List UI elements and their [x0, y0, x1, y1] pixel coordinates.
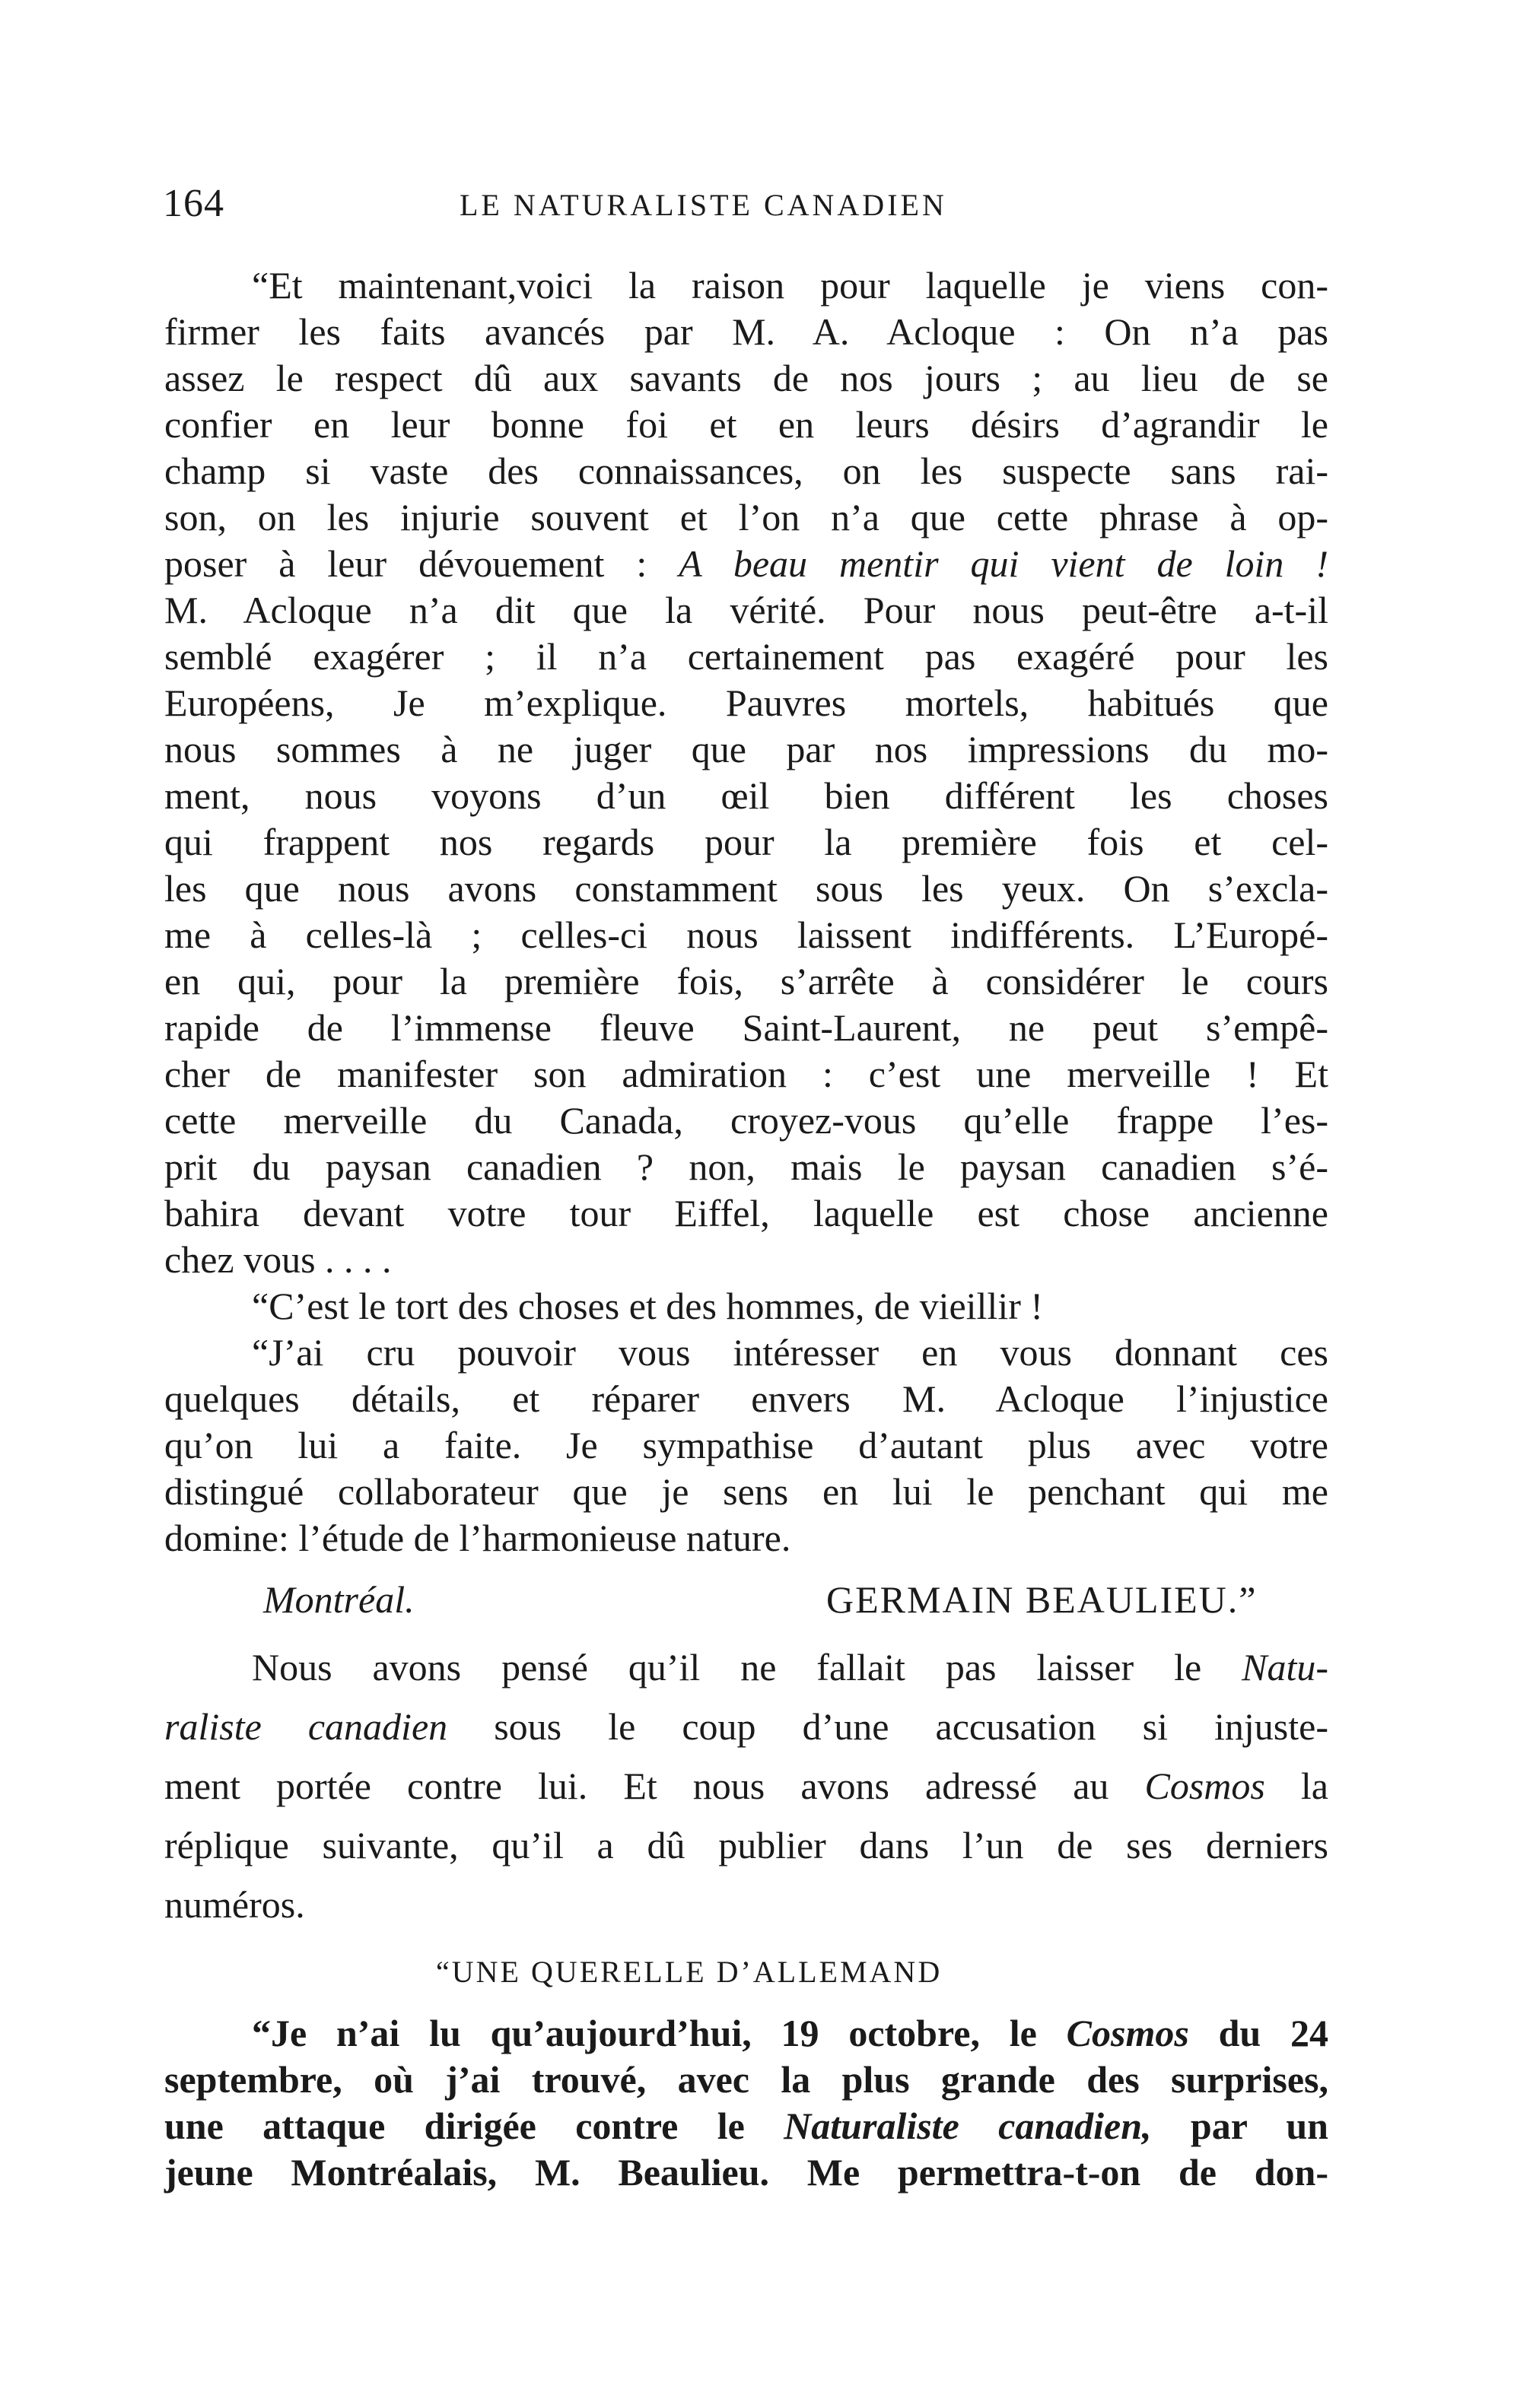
- italic-title: Naturaliste canadien,: [784, 2105, 1152, 2147]
- text-line: qui frappent nos regards pour la première fois et cel-: [164, 821, 1328, 863]
- text-segment: Nous avons pensé qu’il ne fallait pas laisser le: [252, 1646, 1242, 1688]
- text-line: ment, nous voyons d’un œil bien différent les choses: [164, 774, 1328, 817]
- text-line: quelques détails, et réparer envers M. Acloque l’injustice: [164, 1377, 1328, 1420]
- text-line: septembre, où j’ai trouvé, avec la plus grande des surprises,: [164, 2058, 1328, 2101]
- text-line: jeune Montréalais, M. Beaulieu. Me permettra-t-on de don-: [164, 2151, 1328, 2194]
- text-line: nous sommes à ne juger que par nos impressions du mo-: [164, 728, 1328, 770]
- text-segment: du 24: [1188, 2012, 1328, 2054]
- section-title: “UNE QUERELLE D’ALLEMAND: [436, 1955, 943, 1989]
- running-head: LE NATURALISTE CANADIEN: [460, 188, 947, 222]
- text-line: “Et maintenant,voici la raison pour laquelle je viens con-: [252, 264, 1328, 307]
- page-header: [163, 181, 1327, 234]
- text-segment: une attaque dirigée contre le: [164, 2105, 784, 2147]
- page-body: [164, 262, 1328, 2196]
- text-line: prit du paysan canadien ? non, mais le paysan canadien s’é-: [164, 1145, 1328, 1188]
- text-line: confier en leur bonne foi et en leurs désirs d’agrandir le: [164, 403, 1328, 446]
- text-line: assez le respect dû aux savants de nos jours ; au lieu de se: [164, 357, 1328, 399]
- page-number: 164: [163, 182, 224, 225]
- text-segment: la: [1264, 1765, 1328, 1807]
- text-line: chez vous . . . .: [164, 1238, 392, 1281]
- text-line: cher de manifester son admiration : c’est une merveille ! Et: [164, 1053, 1328, 1095]
- text-segment: “Je n’ai lu qu’aujourd’hui, 19 octobre, le: [252, 2012, 1067, 2054]
- text-line: firmer les faits avancés par M. A. Acloque : On n’a pas: [164, 310, 1328, 353]
- signature-line: [164, 1561, 1328, 1638]
- text-line: son, on les injurie souvent et l’on n’a que cette phrase à op-: [164, 496, 1328, 538]
- italic-title: raliste canadien: [164, 1705, 448, 1748]
- text-line: bahira devant votre tour Eiffel, laquelle est chose ancienne: [164, 1192, 1328, 1234]
- italic-quote: A beau mentir qui vient de loin !: [679, 542, 1329, 585]
- text-line: domine: l’étude de l’harmonieuse nature.: [164, 1517, 791, 1559]
- text-line: [164, 1638, 1328, 1697]
- text-line: me à celles-là ; celles-ci nous laissent indifférents. L’Europé-: [164, 913, 1328, 956]
- italic-title: Natu-: [1242, 1646, 1328, 1688]
- signature-place: Montréal.: [263, 1578, 415, 1621]
- text-segment: poser à leur dévouement :: [164, 542, 679, 585]
- text-line: Européens, Je m’explique. Pauvres mortels, habitués que: [164, 681, 1328, 724]
- text-line: [164, 2010, 1328, 2057]
- text-line: les que nous avons constamment sous les yeux. On s’excla-: [164, 867, 1328, 910]
- text-line: en qui, pour la première fois, s’arrête à considérer le cours: [164, 960, 1328, 1002]
- text-segment: sous le coup d’une accusation si injuste-: [447, 1705, 1329, 1748]
- text-line: semblé exagérer ; il n’a certainement pas exagéré pour les: [164, 635, 1328, 678]
- text-line: champ si vaste des connaissances, on les suspecte sans rai-: [164, 450, 1328, 492]
- italic-title: Cosmos: [1144, 1765, 1265, 1807]
- text-line: [164, 541, 1328, 587]
- text-line: numéros.: [164, 1883, 305, 1926]
- signature-name: GERMAIN BEAULIEU.”: [826, 1578, 1258, 1621]
- text-line: “C’est le tort des choses et des hommes, de vieillir !: [252, 1285, 1044, 1327]
- text-line: [164, 2103, 1328, 2149]
- text-line: M. Acloque n’a dit que la vérité. Pour nous peut-être a-t-il: [164, 589, 1328, 631]
- text-line: [164, 1756, 1328, 1816]
- italic-title: Cosmos: [1066, 2012, 1189, 2054]
- text-line: “J’ai cru pouvoir vous intéresser en vous donnant ces: [252, 1331, 1328, 1374]
- text-line: réplique suivante, qu’il a dû publier dans l’un de ses derniers: [164, 1824, 1328, 1866]
- text-segment: ment portée contre lui. Et nous avons adressé au: [164, 1765, 1145, 1807]
- text-line: cette merveille du Canada, croyez-vous qu’elle frappe l’es-: [164, 1099, 1328, 1142]
- text-line: qu’on lui a faite. Je sympathise d’autant plus avec votre: [164, 1424, 1328, 1466]
- text-line: rapide de l’immense fleuve Saint-Laurent, ne peut s’empê-: [164, 1006, 1328, 1049]
- text-segment: par un: [1151, 2105, 1328, 2147]
- text-line: [164, 1697, 1328, 1756]
- text-line: distingué collaborateur que je sens en lui le penchant qui me: [164, 1470, 1328, 1513]
